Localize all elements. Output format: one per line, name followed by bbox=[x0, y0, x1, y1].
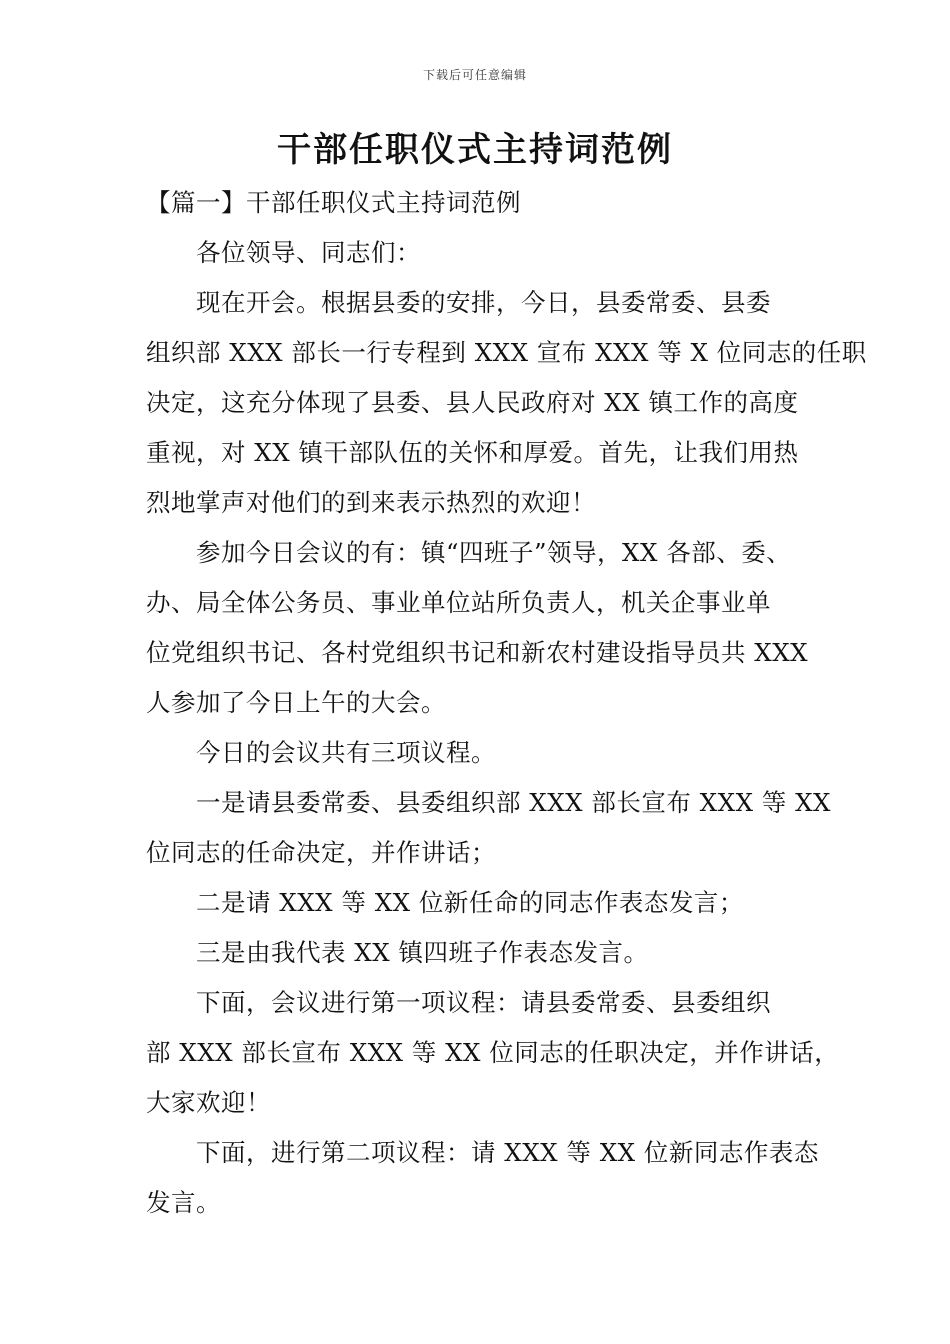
paragraph-line: 部 XXX 部长宣布 XXX 等 XX 位同志的任职决定，并作讲话， bbox=[146, 1038, 840, 1067]
salutation: 各位领导、同志们： bbox=[196, 238, 421, 267]
section-heading: 【篇一】干部任职仪式主持词范例 bbox=[146, 188, 521, 217]
paragraph-line: 组织部 XXX 部长一行专程到 XXX 宣布 XXX 等 X 位同志的任职 bbox=[146, 338, 867, 367]
paragraph-line: 人参加了今日上午的大会。 bbox=[146, 688, 446, 717]
paragraph-line: 烈地掌声对他们的到来表示热烈的欢迎！ bbox=[146, 488, 596, 517]
paragraph-line: 二是请 XXX 等 XX 位新任命的同志作表态发言； bbox=[196, 888, 744, 917]
paragraph-line: 大家欢迎！ bbox=[146, 1088, 271, 1117]
paragraph-line: 今日的会议共有三项议程。 bbox=[196, 738, 496, 767]
paragraph-line: 下面，会议进行第一项议程：请县委常委、县委组织 bbox=[196, 988, 771, 1017]
paragraph-line: 决定，这充分体现了县委、县人民政府对 XX 镇工作的高度 bbox=[146, 388, 799, 417]
paragraph-line: 三是由我代表 XX 镇四班子作表态发言。 bbox=[196, 938, 649, 967]
paragraph-line: 位党组织书记、各村党组织书记和新农村建设指导员共 XXX bbox=[146, 638, 809, 667]
document-body bbox=[146, 178, 867, 1228]
paragraph-line: 重视，对 XX 镇干部队伍的关怀和厚爱。首先，让我们用热 bbox=[146, 438, 799, 467]
paragraph-line: 参加今日会议的有：镇“四班子”领导，XX 各部、委、 bbox=[196, 538, 792, 567]
paragraph-line: 发言。 bbox=[146, 1188, 221, 1217]
paragraph-line: 现在开会。根据县委的安排，今日，县委常委、县委 bbox=[196, 288, 771, 317]
paragraph-line: 办、局全体公务员、事业单位站所负责人，机关企事业单 bbox=[146, 588, 771, 617]
document-title: 干部任职仪式主持词范例 bbox=[277, 130, 673, 170]
paragraph-line: 位同志的任命决定，并作讲话； bbox=[146, 838, 496, 867]
paragraph-line: 下面，进行第二项议程：请 XXX 等 XX 位新同志作表态 bbox=[196, 1138, 819, 1167]
download-note: 下载后可任意编辑 bbox=[422, 68, 527, 82]
paragraph-line: 一是请县委常委、县委组织部 XXX 部长宣布 XXX 等 XX bbox=[196, 788, 831, 817]
